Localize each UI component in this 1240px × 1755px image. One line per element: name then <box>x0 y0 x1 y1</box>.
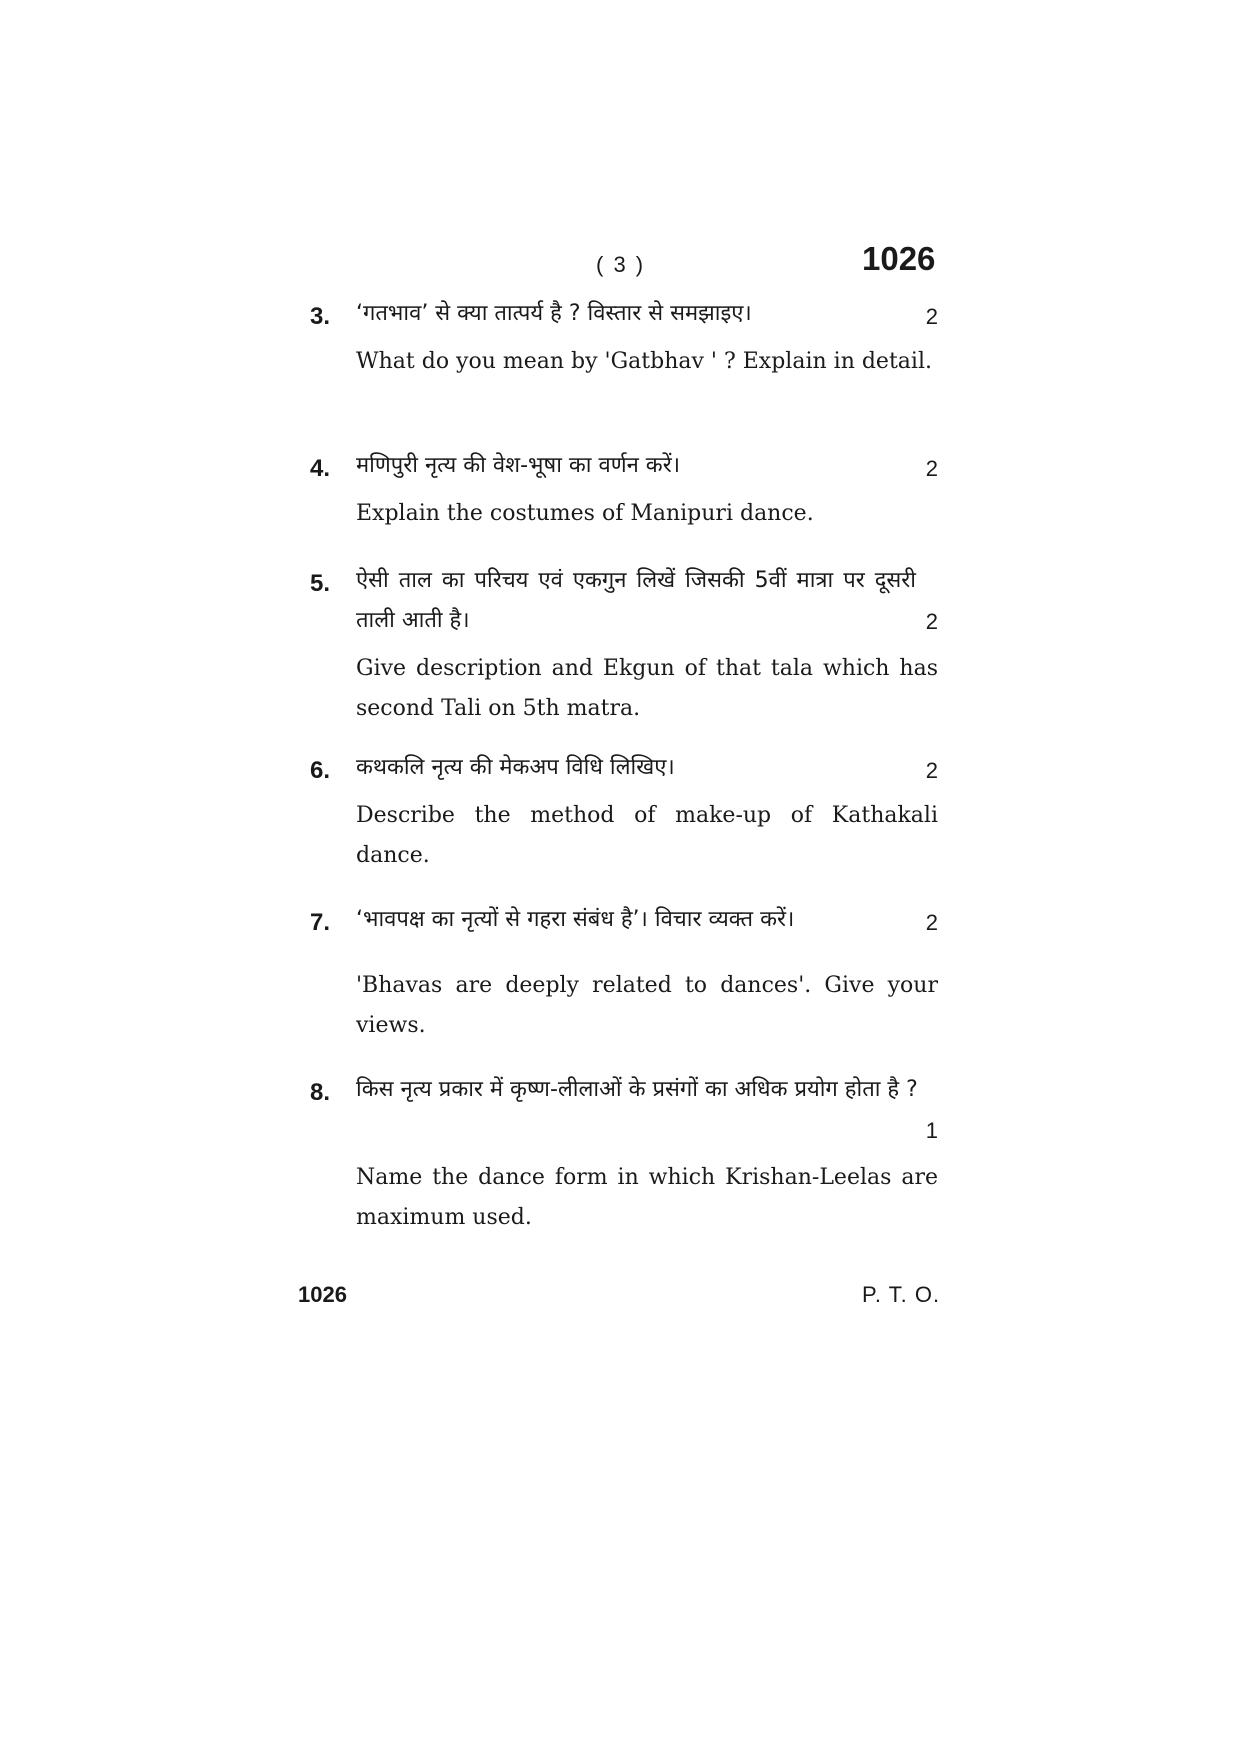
question-marks: 2 <box>925 609 938 634</box>
question-hindi-text: मणिपुरी नृत्य की वेश-भूषा का वर्णन करें। <box>356 453 681 478</box>
question-hindi-text: कथकलि नृत्य की मेकअप विधि लिखिए। <box>356 755 675 780</box>
question-number: 3. <box>310 303 331 330</box>
question-marks: 2 <box>925 304 938 329</box>
question-english-text: Explain the costumes of Manipuri dance. <box>356 501 814 526</box>
question-hindi-text: ऐसी ताल का परिचय एवं एकगुन लिखें जिसकी 5वीं मात्रा पर दूसरी ताली आती है। <box>356 568 916 633</box>
question-english-text: Give description and Ekgun of that tala which has second Tali on 5th matra. <box>356 656 938 721</box>
paper-code-footer: 1026 <box>298 1282 347 1307</box>
page-number: ( 3 ) <box>596 252 646 277</box>
paper-code-header: 1026 <box>862 240 936 277</box>
question-hindi-text: किस नृत्य प्रकार में कृष्ण-लीलाओं के प्रसंगों का अधिक प्रयोग होता है ? <box>356 1077 918 1102</box>
question-hindi-text: ‘गतभाव’ से क्या तात्पर्य है ? विस्तार से समझाइए। <box>356 301 752 326</box>
question-number: 5. <box>310 570 331 597</box>
question-number: 8. <box>310 1079 331 1106</box>
question-english-text: 'Bhavas are deeply related to dances'. Give your views. <box>356 973 938 1038</box>
question-english-text: Name the dance form in which Krishan-Leelas are maximum used. <box>356 1165 938 1230</box>
question-hindi-text: ‘भावपक्ष का नृत्यों से गहरा संबंध है’। विचार व्यक्त करें। <box>356 907 795 932</box>
question-number: 4. <box>310 455 331 482</box>
question-english-text: What do you mean by 'Gatbhav ' ? Explain in detail. <box>356 349 932 374</box>
question-marks: 2 <box>925 910 938 935</box>
question-number: 7. <box>310 909 331 936</box>
please-turn-over: P. T. O. <box>862 1282 941 1307</box>
question-marks: 2 <box>925 456 938 481</box>
question-number: 6. <box>310 757 331 784</box>
question-marks: 2 <box>925 758 938 783</box>
question-english-text: Describe the method of make-up of Kathakali dance. <box>356 803 938 868</box>
question-marks: 1 <box>925 1118 938 1143</box>
